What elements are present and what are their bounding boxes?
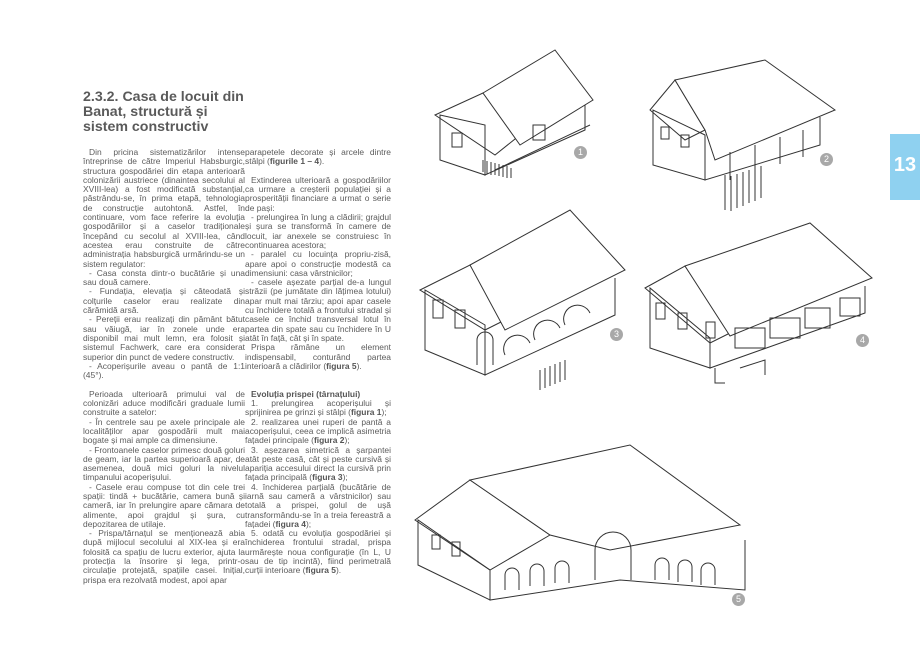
paragraph: - Frontoanele caselor primesc două goluri de geam, iar la partea superioară apar, de asemenea, două mici goluri la nivelul timpanului acoperișului. <box>83 444 245 483</box>
figure-number-badge: 4 <box>856 334 869 347</box>
list-item: 2. realizarea unei ruperi de pantă a acoperișului, ceea ce implică asimetria fațadei principale (figura 2); <box>245 416 391 446</box>
list-item: 3. așezarea simetrică a șarpantei atât peste casă, cât și peste cursivă și apariția accesului direct la cursivă prin fațada principală (figura 3); <box>245 444 391 483</box>
paragraph: Prispa rămâne un element indispensabil, conturând partea interioară a clădirilor (figura 5). <box>245 342 391 371</box>
house-sketch-figure-1 <box>425 45 595 180</box>
paragraph: parapetele decorate și arcele dintre stâlpi (figurile 1 – 4). <box>245 147 391 167</box>
figure-number-badge: 2 <box>820 153 833 166</box>
list-item: 5. odată cu evoluția gospodăriei și închiderea frontului stradal, prispa urmărește noua configurație (în L, U sau de tip incintă), fiind perimetrală curții interioare (figura 5). <box>245 528 391 576</box>
house-sketch-figure-5 <box>410 440 750 610</box>
paragraph: - Casele erau compuse tot din cele trei spații: tindă + bucătărie, camera bună și cameră, iar în prelungire apare cămara de alimente, apoi grajdul și șura, cu depozitarea de utilaje. <box>83 481 245 529</box>
house-sketch-figure-2 <box>645 55 840 215</box>
text-column-2 <box>245 148 391 576</box>
list-item: 1. prelungirea acoperișului și sprijinirea pe grinzi și stâlpi (figura 1); <box>245 398 391 418</box>
list-item: 4. închiderea parțială (bucătărie de iarnă sau cameră a vârstnicilor) sau totală a prispei, golul de ușă transformându-se în a treia fereastră a fațadei (figura 4); <box>245 481 391 529</box>
figure-number-badge: 3 <box>610 328 623 341</box>
paragraph: - Fundația, elevația și câteodată și colțurile caselor erau realizate din cărămidă arsă. <box>83 286 245 316</box>
page-number-tab <box>890 134 920 200</box>
figure-ref: figurile 1 – 4 <box>269 156 320 167</box>
paragraph: Extinderea ulterioară a gospodăriilor ca urmare a creșterii populației și a prosperității financiare a urmat o serie de pași: <box>245 174 391 213</box>
paragraph: - prelungirea în lung a clădirii; grajdul și șura se transformă în camere de locuit, iar anexele se construiesc în continuarea acestora; <box>245 212 391 250</box>
paragraph: - casele așezate parțial de-a lungul străzii (pe jumătate din lățimea lotului) apar mult mai târziu; apoi apar casele cu închidere totală a frontului stradal și casele ce închid transversal lotul în partea din spate sau cu închidere în U atât în față, cât și în spate. <box>245 277 391 343</box>
section-title: 2.3.2. Casa de locuit din Banat, structură și sistem constructiv <box>83 89 244 135</box>
paragraph: Perioada ulterioară primului val de colonizări aduce modificări graduale lumii construite a satelor: <box>83 388 245 418</box>
paragraph: - Pereții erau realizați din pământ bătut sau văiugă, iar în zonele unde era disponibil mai mult lemn, era folosit și sistemul Fachwerk, care era considerat superior din punct de vedere constructiv. <box>83 314 245 362</box>
figure-number-badge: 5 <box>732 593 745 606</box>
house-sketch-figure-4 <box>640 218 875 388</box>
paragraph: - paralel cu locuința propriu-zisă, apare apoi o construcție modestă ca dimensiuni: casa vârstnicilor; <box>245 249 391 278</box>
house-sketch-figure-3 <box>415 200 635 395</box>
paragraph: - Prispa/târnațul se menționează abia după mijlocul secolului al XIX-lea și era folosită ca spațiu de lucru exterior, ajuta la protecția la însorire și lega, printr-o circulație protejată, spațiile casei. Inițial, prispa era rezolvată modest, apoi apar <box>83 528 245 585</box>
page-number: 13 <box>893 154 917 176</box>
paragraph: - Casa consta dintr-o bucătărie și una sau două camere. <box>83 267 245 288</box>
paragraph: - Acoperișurile aveau o pantă de 1:1 (45°). <box>83 360 245 381</box>
figure-ref: figura 5 <box>326 360 357 371</box>
text-column-1 <box>83 148 245 585</box>
paragraph: Din pricina sistematizărilor intense întreprinse de către Imperiul Habsburgic, structura gospodăriei din etapa anterioară colonizării austriece (dinaintea secolului al XVIII-lea) a fost modificată substanțial, păstrându-se, în prima etapă, tehnologia de construcție autohtonă. Astfel, în continuare, vom face referire la evoluția gospodăriilor și a caselor tradiționale începând cu secolul al XVIII-lea, când acestea erau construite de către administrația habsburgică urmărindu-se un sistem regulator: <box>83 147 245 269</box>
subheading: Evoluția prispei (târnațului) <box>251 388 361 399</box>
paragraph: - În centrele sau pe axele principale ale localităților apar gospodării mult mai bogate și mai ample ca dimensiune. <box>83 416 245 446</box>
figure-number-badge: 1 <box>574 146 587 159</box>
